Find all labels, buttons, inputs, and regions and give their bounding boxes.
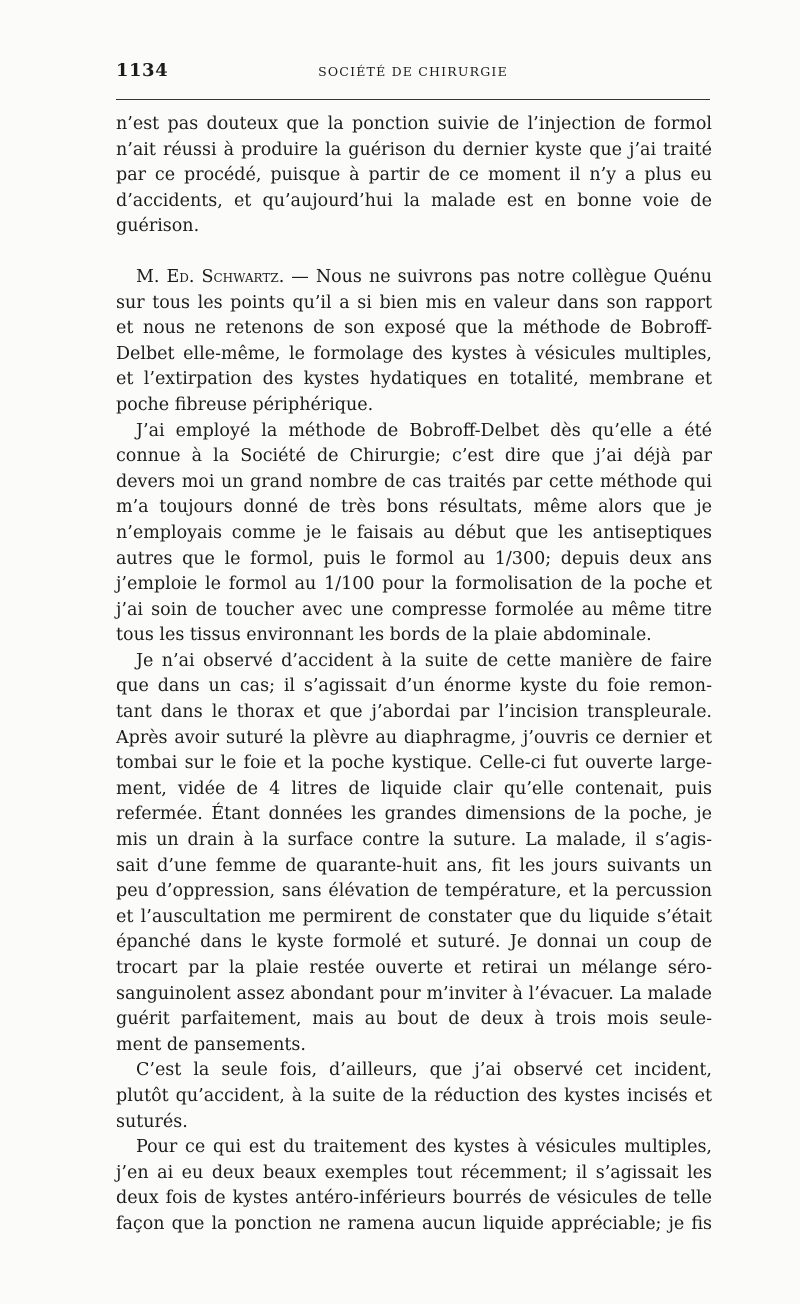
page-header [116,60,710,86]
text-line: Je n’ai observé d’accident à la suite de cette manière de faire [136,650,712,671]
text-line: guérit parfaitement, mais au bout de deux à trois mois seule- [116,1009,712,1030]
text-line: sur tous les points qu’il a si bien mis en valeur dans son rapport [116,292,712,313]
text-line: sait d’une femme de quarante-huit ans, fit les jours suivants un [116,855,712,876]
text-line: tombai sur le foie et la poche kystique. Celle-ci fut ouverte large- [116,753,712,774]
text-line: devers moi un grand nombre de cas traités par cette méthode qui [116,471,712,492]
text-line: et l’auscultation me permirent de constater que du liquide s’était [116,906,712,927]
text-line: n’ait réussi à produire la guérison du dernier kyste que j’ai traité [116,139,712,160]
text-line: n’employais comme je le faisais au début que les antiseptiques [116,522,712,543]
body-text [116,112,712,1238]
paragraph-gap [116,240,712,265]
text-line: par ce procédé, puisque à partir de ce moment il n’y a plus eu [116,165,712,186]
text-line: tant dans le thorax et que j’abordai par l’incision transpleurale. [116,702,712,723]
text-line: deux fois de kystes antéro-inférieurs bourrés de vésicules de telle [116,1188,712,1209]
text-line: ment, vidée de 4 litres de liquide clair qu’elle contenait, puis [116,778,712,799]
text-line: trocart par la plaie restée ouverte et retirai un mélange séro- [116,958,712,978]
text-line: tous les tissus environnant les bords de la plaie abdominale. [116,625,652,646]
text-line: poche fibreuse périphérique. [116,394,374,415]
paragraph [116,1058,712,1135]
text-line: autres que le formol, puis le formol au 1/300; depuis deux ans [116,548,712,569]
text-line: J’ai employé la méthode de Bobroff-Delbet dès qu’elle a été [136,420,712,441]
header-rule [116,99,710,100]
paragraph [116,649,712,1059]
text-line: plutôt qu’accident, à la suite de la réduction des kystes incisés et [116,1085,712,1106]
text-line: suturés. [116,1111,188,1132]
page-number: 1134 [116,60,169,81]
text-line: sanguinolent assez abondant pour m’inviter à l’évacuer. La malade [116,983,712,1004]
text-line: et l’extirpation des kystes hydatiques en totalité, membrane et [116,369,712,390]
text-line: C’est la seule fois, d’ailleurs, que j’ai observé cet incident, [136,1060,712,1081]
text-line: ment de pansements. [116,1034,306,1055]
text-line: façon que la ponction ne ramena aucun liquide appréciable; je fis [116,1213,712,1234]
text-line: Delbet elle-même, le formolage des kystes à vésicules multiples, [116,343,712,364]
text-line-rest: — Nous ne suivrons pas notre collègue Quénu [284,266,712,287]
text-line: connue à la Société de Chirurgie; c’est dire que j’ai déjà par [116,446,712,467]
text-line: refermée. Étant données les grandes dimensions de la poche, je [116,804,712,825]
paragraph [116,265,712,419]
speaker-name: M. Ed. Schwartz. [136,266,285,287]
text-line: guérison. [116,216,200,237]
text-line: épanché dans le kyste formolé et suturé. Je donnai un coup de [116,932,712,953]
paragraph [116,112,712,240]
text-line: d’accidents, et qu’aujourd’hui la malade est en bonne voie de [116,190,712,211]
text-line: que dans un cas; il s’agissait d’un énorme kyste du foie remon- [116,676,712,697]
text-line: j’en ai eu deux beaux exemples tout récemment; il s’agissait les [116,1162,712,1183]
paragraph [116,419,712,649]
text-line: j’emploie le formol au 1/100 pour la formolisation de la poche et [116,574,712,595]
text-line: et nous ne retenons de son exposé que la méthode de Bobroff- [116,318,712,339]
text-line: Après avoir suturé la plèvre au diaphragme, j’ouvris ce dernier et [116,727,712,748]
text-line: Pour ce qui est du traitement des kystes à vésicules multiples, [136,1137,712,1158]
text-line: peu d’oppression, sans élévation de température, et la percussion [116,881,712,902]
paragraph [116,1135,712,1237]
text-line: mis un drain à la surface contre la suture. La malade, il s’agis- [116,830,712,851]
text-line: m’a toujours donné de très bons résultats, même alors que je [116,497,712,518]
text-line [116,265,712,291]
text-line: n’est pas douteux que la ponction suivie de l’injection de formol [116,114,712,134]
running-title: SOCIÉTÉ DE CHIRURGIE [318,64,508,79]
text-line: j’ai soin de toucher avec une compresse formolée au même titre [116,599,712,620]
